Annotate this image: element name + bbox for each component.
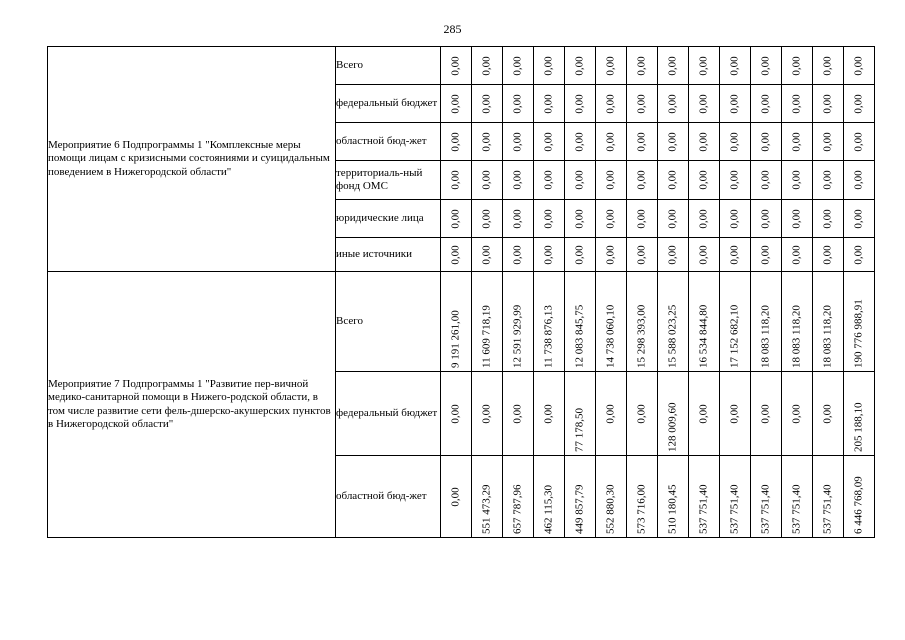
value-text: 0,00	[697, 170, 710, 190]
value-text: 537 751,40	[697, 484, 710, 534]
value-cell	[751, 272, 782, 372]
value-cell	[627, 372, 658, 456]
value-cell	[596, 47, 627, 85]
value-cell	[813, 272, 844, 372]
value-cell	[720, 238, 751, 272]
value-cell	[534, 200, 565, 238]
value-cell	[596, 372, 627, 456]
value-cell	[751, 456, 782, 538]
value-text: 0,00	[759, 170, 772, 190]
value-text: 0,00	[480, 131, 493, 152]
value-cell	[658, 85, 689, 123]
value-text: 537 751,40	[790, 484, 803, 534]
value-cell	[751, 161, 782, 200]
value-text: 205 188,10	[852, 402, 865, 452]
table-row	[48, 272, 875, 372]
value-text: 0,00	[573, 208, 586, 229]
value-text: 0,00	[790, 244, 803, 265]
value-cell	[472, 238, 503, 272]
value-text: 0,00	[449, 131, 462, 152]
value-text: 0,00	[604, 93, 617, 114]
value-cell	[565, 123, 596, 161]
value-text: 0,00	[852, 170, 865, 190]
value-text: 0,00	[666, 131, 679, 152]
value-text: 12 083 845,75	[573, 304, 586, 368]
value-text: 0,00	[666, 244, 679, 265]
value-cell	[627, 200, 658, 238]
value-cell	[596, 123, 627, 161]
value-cell	[689, 161, 720, 200]
value-text: 0,00	[542, 55, 555, 76]
value-cell	[441, 85, 472, 123]
value-cell	[658, 47, 689, 85]
value-cell	[844, 85, 875, 123]
value-text: 0,00	[697, 93, 710, 114]
value-cell	[503, 272, 534, 372]
value-text: 0,00	[573, 170, 586, 190]
value-text: 0,00	[697, 244, 710, 265]
value-cell	[689, 85, 720, 123]
value-cell	[720, 85, 751, 123]
value-text: 0,00	[666, 170, 679, 190]
value-text: 0,00	[635, 131, 648, 152]
value-cell	[720, 123, 751, 161]
value-text: 15 588 023,25	[666, 304, 679, 368]
value-cell	[627, 238, 658, 272]
value-text: 0,00	[790, 170, 803, 190]
value-text: 0,00	[697, 131, 710, 152]
value-text: 0,00	[728, 170, 741, 190]
value-text: 0,00	[790, 131, 803, 152]
value-text: 0,00	[759, 131, 772, 152]
value-cell	[627, 47, 658, 85]
value-text: 537 751,40	[759, 484, 772, 534]
value-cell	[844, 123, 875, 161]
funding-source: областной бюд-жет	[336, 123, 441, 161]
value-text: 0,00	[821, 208, 834, 229]
funding-source: Всего	[336, 47, 441, 85]
value-cell	[689, 200, 720, 238]
value-text: 17 152 682,10	[728, 304, 741, 368]
value-text: 0,00	[604, 244, 617, 265]
value-text: 6 446 768,09	[852, 475, 865, 534]
value-cell	[503, 123, 534, 161]
value-cell	[689, 238, 720, 272]
value-text: 0,00	[511, 403, 524, 424]
value-text: 0,00	[666, 93, 679, 114]
value-cell	[844, 200, 875, 238]
value-text: 0,00	[480, 55, 493, 76]
value-text: 14 738 060,10	[604, 304, 617, 368]
value-text: 0,00	[852, 93, 865, 114]
value-cell	[751, 238, 782, 272]
funding-source: федеральный бюджет	[336, 85, 441, 123]
value-cell	[534, 456, 565, 538]
value-text: 0,00	[573, 93, 586, 114]
value-cell	[844, 238, 875, 272]
value-cell	[534, 372, 565, 456]
value-cell	[503, 161, 534, 200]
value-text: 0,00	[697, 208, 710, 229]
value-cell	[813, 200, 844, 238]
value-text: 0,00	[790, 208, 803, 229]
value-cell	[658, 372, 689, 456]
value-text: 0,00	[449, 93, 462, 114]
value-text: 0,00	[480, 244, 493, 265]
value-text: 0,00	[759, 244, 772, 265]
value-cell	[844, 47, 875, 85]
value-text: 0,00	[759, 93, 772, 114]
value-cell	[565, 238, 596, 272]
value-cell	[472, 85, 503, 123]
value-cell	[720, 272, 751, 372]
value-text: 0,00	[480, 93, 493, 114]
value-cell	[720, 47, 751, 85]
value-text: 0,00	[790, 93, 803, 114]
value-text: 0,00	[635, 403, 648, 424]
value-text: 0,00	[852, 208, 865, 229]
value-cell	[782, 161, 813, 200]
value-cell	[503, 372, 534, 456]
value-cell	[782, 123, 813, 161]
value-text: 0,00	[790, 55, 803, 76]
value-cell	[503, 85, 534, 123]
value-cell	[565, 200, 596, 238]
value-cell	[782, 238, 813, 272]
value-cell	[627, 123, 658, 161]
budget-table-body	[48, 47, 875, 538]
event-title-cell	[48, 272, 336, 538]
value-text: 0,00	[852, 131, 865, 152]
value-cell	[441, 272, 472, 372]
event-title: Мероприятие 6 Подпрограммы 1 "Комплексные меры помощи лицам с кризисными состояниями и суицидальным поведением в Нижегородской области"	[48, 139, 330, 178]
value-text: 0,00	[604, 131, 617, 152]
value-text: 0,00	[728, 93, 741, 114]
value-text: 0,00	[635, 244, 648, 265]
funding-source: областной бюд-жет	[336, 456, 441, 538]
value-text: 0,00	[666, 208, 679, 229]
value-text: 77 178,50	[573, 407, 586, 452]
value-text: 0,00	[449, 403, 462, 424]
value-text: 449 857,79	[573, 484, 586, 534]
value-text: 0,00	[821, 93, 834, 114]
value-text: 9 191 261,00	[449, 309, 462, 368]
value-cell	[627, 161, 658, 200]
value-cell	[565, 372, 596, 456]
value-text: 0,00	[511, 131, 524, 152]
value-cell	[813, 85, 844, 123]
value-text: 0,00	[604, 403, 617, 424]
value-cell	[813, 47, 844, 85]
value-text: 573 716,00	[635, 484, 648, 534]
value-cell	[751, 123, 782, 161]
value-text: 11 609 718,19	[480, 304, 493, 368]
value-cell	[441, 456, 472, 538]
value-text: 0,00	[666, 55, 679, 76]
value-cell	[689, 47, 720, 85]
value-cell	[782, 456, 813, 538]
value-text: 190 776 988,91	[852, 298, 865, 368]
value-text: 0,00	[635, 93, 648, 114]
value-text: 0,00	[821, 55, 834, 76]
value-text: 0,00	[697, 403, 710, 424]
funding-source: территориаль-ный фонд ОМС	[336, 161, 441, 200]
value-cell	[627, 456, 658, 538]
value-text: 0,00	[759, 55, 772, 76]
value-text: 537 751,40	[821, 484, 834, 534]
value-text: 0,00	[511, 170, 524, 190]
value-text: 18 083 118,20	[821, 304, 834, 368]
value-text: 0,00	[728, 208, 741, 229]
value-cell	[782, 85, 813, 123]
value-cell	[627, 85, 658, 123]
value-text: 0,00	[759, 403, 772, 424]
value-cell	[472, 372, 503, 456]
value-text: 0,00	[604, 170, 617, 190]
value-cell	[720, 161, 751, 200]
value-text: 0,00	[449, 244, 462, 265]
value-text: 0,00	[790, 403, 803, 424]
value-cell	[689, 272, 720, 372]
value-text: 0,00	[542, 170, 555, 190]
value-cell	[534, 238, 565, 272]
value-cell	[472, 200, 503, 238]
value-text: 0,00	[821, 244, 834, 265]
value-text: 18 083 118,20	[759, 304, 772, 368]
value-cell	[720, 456, 751, 538]
value-text: 0,00	[542, 93, 555, 114]
value-cell	[844, 456, 875, 538]
value-text: 0,00	[573, 244, 586, 265]
value-cell	[596, 238, 627, 272]
value-text: 0,00	[573, 55, 586, 76]
value-cell	[596, 272, 627, 372]
value-text: 16 534 844,80	[697, 304, 710, 368]
value-cell	[658, 238, 689, 272]
value-text: 657 787,96	[511, 484, 524, 534]
value-text: 11 738 876,13	[542, 304, 555, 368]
value-text: 0,00	[604, 55, 617, 76]
funding-source: юридические лица	[336, 200, 441, 238]
value-cell	[565, 161, 596, 200]
value-cell	[472, 123, 503, 161]
value-cell	[782, 47, 813, 85]
value-cell	[441, 161, 472, 200]
value-cell	[441, 200, 472, 238]
value-text: 0,00	[542, 403, 555, 424]
value-cell	[813, 238, 844, 272]
value-cell	[689, 372, 720, 456]
page-number: 285	[443, 22, 462, 36]
value-cell	[503, 456, 534, 538]
value-text: 462 115,30	[542, 484, 555, 534]
value-cell	[534, 123, 565, 161]
funding-source: Всего	[336, 272, 441, 372]
value-cell	[565, 456, 596, 538]
value-cell	[565, 272, 596, 372]
value-cell	[658, 456, 689, 538]
value-text: 0,00	[635, 208, 648, 229]
value-text: 0,00	[604, 208, 617, 229]
value-text: 510 180,45	[666, 484, 679, 534]
value-cell	[658, 161, 689, 200]
value-text: 0,00	[759, 208, 772, 229]
value-text: 0,00	[852, 55, 865, 76]
value-text: 128 009,60	[666, 402, 679, 452]
value-cell	[441, 47, 472, 85]
value-cell	[534, 85, 565, 123]
value-text: 0,00	[728, 403, 741, 424]
value-cell	[565, 47, 596, 85]
value-text: 0,00	[511, 208, 524, 229]
value-text: 0,00	[821, 170, 834, 190]
value-text: 0,00	[449, 208, 462, 229]
value-cell	[441, 372, 472, 456]
value-text: 0,00	[728, 244, 741, 265]
table-row	[48, 47, 875, 85]
value-text: 0,00	[821, 403, 834, 424]
value-text: 552 880,30	[604, 484, 617, 534]
value-cell	[441, 238, 472, 272]
value-text: 551 473,29	[480, 484, 493, 534]
value-cell	[782, 200, 813, 238]
value-text: 0,00	[728, 55, 741, 76]
value-cell	[658, 200, 689, 238]
funding-source: федеральный бюджет	[336, 372, 441, 456]
value-cell	[813, 123, 844, 161]
value-cell	[844, 272, 875, 372]
event-title: Мероприятие 7 Подпрограммы 1 "Развитие пер-вичной медико-санитарной помощи в Нижего-родской области, в том числе развитие сети фель-дшерско-акушерских пунктов в Нижегородской области"	[48, 378, 331, 430]
value-cell	[813, 161, 844, 200]
value-cell	[534, 272, 565, 372]
funding-source: иные источники	[336, 238, 441, 272]
value-text: 0,00	[449, 55, 462, 76]
value-text: 0,00	[480, 170, 493, 190]
value-text: 0,00	[511, 244, 524, 265]
value-text: 537 751,40	[728, 484, 741, 534]
value-cell	[658, 272, 689, 372]
value-text: 0,00	[635, 55, 648, 76]
value-text: 18 083 118,20	[790, 304, 803, 368]
value-cell	[441, 123, 472, 161]
value-cell	[627, 272, 658, 372]
value-text: 0,00	[542, 131, 555, 152]
value-cell	[472, 161, 503, 200]
value-cell	[844, 372, 875, 456]
value-text: 0,00	[697, 55, 710, 76]
value-cell	[596, 200, 627, 238]
value-cell	[503, 47, 534, 85]
value-cell	[751, 85, 782, 123]
value-cell	[596, 85, 627, 123]
value-cell	[751, 372, 782, 456]
value-cell	[844, 161, 875, 200]
value-cell	[813, 372, 844, 456]
value-text: 0,00	[821, 131, 834, 152]
value-text: 15 298 393,00	[635, 304, 648, 368]
budget-table	[47, 46, 875, 538]
value-cell	[503, 238, 534, 272]
value-text: 0,00	[511, 55, 524, 76]
value-text: 0,00	[449, 486, 462, 507]
value-cell	[751, 200, 782, 238]
value-cell	[658, 123, 689, 161]
value-text: 0,00	[635, 170, 648, 190]
value-text: 0,00	[449, 170, 462, 190]
value-text: 0,00	[480, 403, 493, 424]
value-cell	[782, 372, 813, 456]
value-cell	[472, 47, 503, 85]
value-cell	[596, 456, 627, 538]
value-cell	[534, 47, 565, 85]
value-cell	[472, 272, 503, 372]
value-text: 0,00	[542, 208, 555, 229]
value-cell	[689, 123, 720, 161]
value-cell	[596, 161, 627, 200]
value-cell	[534, 161, 565, 200]
value-cell	[689, 456, 720, 538]
value-text: 0,00	[511, 93, 524, 114]
value-text: 12 591 929,99	[511, 304, 524, 368]
value-cell	[565, 85, 596, 123]
value-text: 0,00	[542, 244, 555, 265]
value-cell	[782, 272, 813, 372]
value-text: 0,00	[480, 208, 493, 229]
value-cell	[720, 372, 751, 456]
value-cell	[813, 456, 844, 538]
value-cell	[751, 47, 782, 85]
value-text: 0,00	[852, 244, 865, 265]
value-cell	[472, 456, 503, 538]
value-text: 0,00	[573, 131, 586, 152]
value-text: 0,00	[728, 131, 741, 152]
value-cell	[503, 200, 534, 238]
value-cell	[720, 200, 751, 238]
event-title-cell	[48, 47, 336, 272]
